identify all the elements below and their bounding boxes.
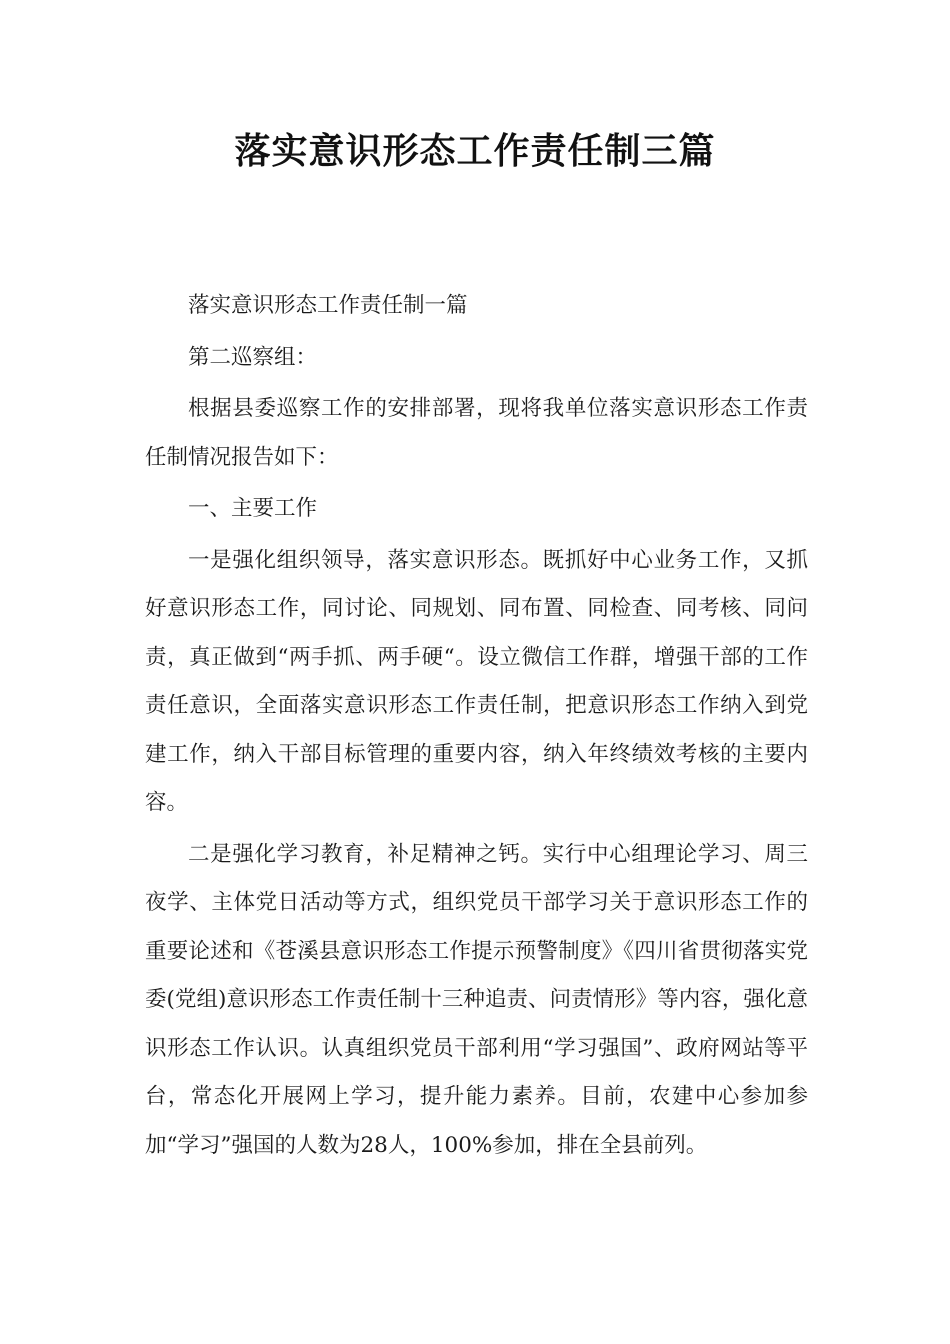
subheading-main-work: 一、主要工作 [188,496,318,521]
intro-paragraph: 根据县委巡察工作的安排部署，现将我单位落实意识形态工作责任制情况报告如下： [145,396,808,470]
document-title: 落实意识形态工作责任制三篇 [234,131,716,172]
body-paragraph: 一是强化组织领导，落实意识形态。既抓好中心业务工作，又抓好意识形态工作，同讨论、同规划、同布置、同检查、同考核、同问责，真正做到“两手抓、两手硬“。设立微信工作群，增强干部的工作责任意识，全面落实意识形态工作责任制，把意识形态工作纳入到党建工作，纳入干部目标管理的重要内容，纳入年终绩效考核的主要内容。 [145,547,808,815]
addressee-line: 第二巡察组： [188,344,318,370]
document-body [145,282,808,1170]
section-heading: 落实意识形态工作责任制一篇 [188,293,468,318]
body-paragraph: 二是强化学习教育，补足精神之钙。实行中心组理论学习、周三夜学、主体党日活动等方式，组织党员干部学习关于意识形态工作的重要论述和《苍溪县意识形态工作提示预警制度》《四川省贯彻落实党委(党组)意识形态工作责任制十三种追责、问责情形》等内容，强化意识形态工作认识。认真组织党员干部利用“学习强国”、政府网站等平台，常态化开展网上学习，提升能力素养。目前，农建中心参加参加“学习”强国的人数为28人，100%参加，排在全县前列。 [145,841,808,1158]
